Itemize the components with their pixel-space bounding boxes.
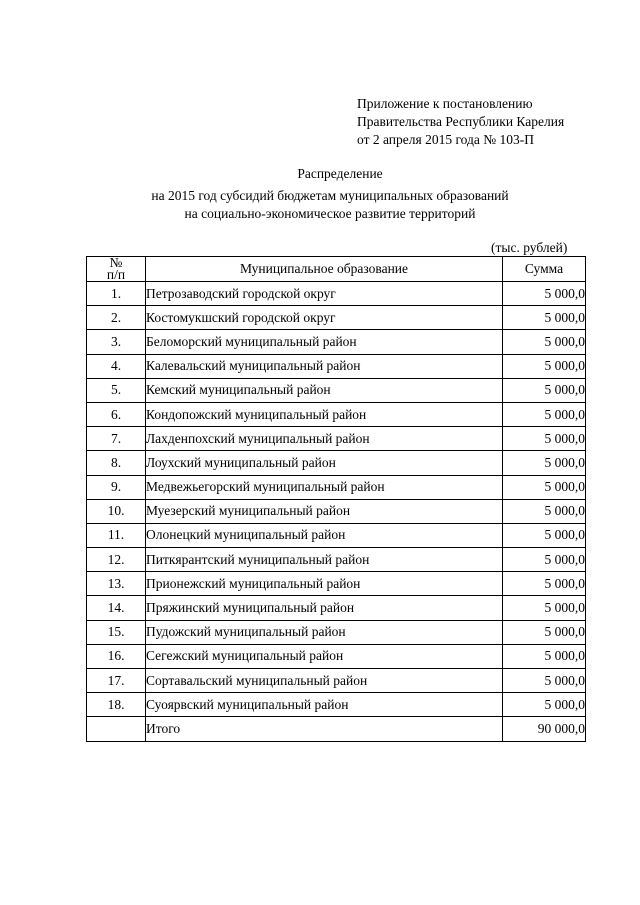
table-row bbox=[87, 402, 586, 426]
header-number bbox=[87, 257, 146, 282]
row-sum: 5 000,0 bbox=[503, 306, 586, 330]
row-number: 14. bbox=[87, 596, 146, 620]
appendix-line-1: Приложение к постановлению bbox=[357, 96, 533, 111]
table-row bbox=[87, 282, 586, 306]
row-municipality: Медвежьегорский муниципальный район bbox=[146, 475, 503, 499]
row-sum: 5 000,0 bbox=[503, 644, 586, 668]
row-sum: 5 000,0 bbox=[503, 620, 586, 644]
document-subtitle-line-1: на 2015 год субсидий бюджетам муниципальных образований bbox=[151, 188, 509, 203]
row-sum: 5 000,0 bbox=[503, 427, 586, 451]
row-sum: 5 000,0 bbox=[503, 596, 586, 620]
row-number: 4. bbox=[87, 354, 146, 378]
table-row bbox=[87, 427, 586, 451]
row-number: 6. bbox=[87, 402, 146, 426]
row-number: 7. bbox=[87, 427, 146, 451]
document-subtitle-line-2: на социально-экономическое развитие территорий bbox=[184, 206, 476, 221]
table-row bbox=[87, 378, 586, 402]
row-sum: 5 000,0 bbox=[503, 669, 586, 693]
row-number: 2. bbox=[87, 306, 146, 330]
row-municipality: Олонецкий муниципальный район bbox=[146, 523, 503, 547]
row-number: 13. bbox=[87, 572, 146, 596]
row-number: 16. bbox=[87, 644, 146, 668]
row-sum: 5 000,0 bbox=[503, 282, 586, 306]
unit-label: (тыс. рублей) bbox=[491, 240, 568, 255]
row-number: 11. bbox=[87, 523, 146, 547]
row-number: 5. bbox=[87, 378, 146, 402]
row-municipality: Лоухский муниципальный район bbox=[146, 451, 503, 475]
row-sum: 5 000,0 bbox=[503, 548, 586, 572]
row-sum: 5 000,0 bbox=[503, 451, 586, 475]
appendix-line-3: от 2 апреля 2015 года № 103-П bbox=[357, 132, 534, 147]
row-municipality: Сегежский муниципальный район bbox=[146, 644, 503, 668]
table-row bbox=[87, 475, 586, 499]
table-row bbox=[87, 620, 586, 644]
row-sum: 5 000,0 bbox=[503, 475, 586, 499]
row-number: 1. bbox=[87, 282, 146, 306]
header-number-line-2: п/п bbox=[106, 267, 126, 282]
row-number: 12. bbox=[87, 548, 146, 572]
table-header-row bbox=[87, 257, 586, 282]
row-municipality: Петрозаводский городской округ bbox=[146, 282, 503, 306]
row-municipality: Лахденпохский муниципальный район bbox=[146, 427, 503, 451]
row-sum: 5 000,0 bbox=[503, 354, 586, 378]
distribution-table bbox=[86, 256, 586, 742]
row-sum: 5 000,0 bbox=[503, 499, 586, 523]
table-row bbox=[87, 572, 586, 596]
document-title: Распределение bbox=[297, 166, 383, 181]
row-number: 15. bbox=[87, 620, 146, 644]
row-sum: 5 000,0 bbox=[503, 330, 586, 354]
total-number bbox=[87, 717, 146, 741]
table-row bbox=[87, 693, 586, 717]
row-municipality: Калевальский муниципальный район bbox=[146, 354, 503, 378]
row-municipality: Прионежский муниципальный район bbox=[146, 572, 503, 596]
table-row bbox=[87, 499, 586, 523]
row-number: 17. bbox=[87, 669, 146, 693]
row-number: 10. bbox=[87, 499, 146, 523]
row-number: 3. bbox=[87, 330, 146, 354]
row-sum: 5 000,0 bbox=[503, 402, 586, 426]
row-municipality: Костомукшский городской округ bbox=[146, 306, 503, 330]
row-municipality: Беломорский муниципальный район bbox=[146, 330, 503, 354]
appendix-note bbox=[357, 95, 564, 149]
table-row bbox=[87, 523, 586, 547]
row-number: 8. bbox=[87, 451, 146, 475]
header-municipality: Муниципальное образование bbox=[146, 257, 503, 282]
row-municipality: Сортавальский муниципальный район bbox=[146, 669, 503, 693]
table-row bbox=[87, 451, 586, 475]
table-body bbox=[87, 282, 586, 742]
table-row bbox=[87, 596, 586, 620]
row-sum: 5 000,0 bbox=[503, 378, 586, 402]
total-label: Итого bbox=[146, 717, 503, 741]
row-municipality: Муезерский муниципальный район bbox=[146, 499, 503, 523]
row-sum: 5 000,0 bbox=[503, 572, 586, 596]
row-municipality: Пудожский муниципальный район bbox=[146, 620, 503, 644]
row-municipality: Питкярантский муниципальный район bbox=[146, 548, 503, 572]
row-sum: 5 000,0 bbox=[503, 693, 586, 717]
header-number-line-1: № bbox=[109, 255, 123, 270]
row-municipality: Пряжинский муниципальный район bbox=[146, 596, 503, 620]
row-sum: 5 000,0 bbox=[503, 523, 586, 547]
appendix-line-2: Правительства Республики Карелия bbox=[357, 114, 565, 129]
total-sum: 90 000,0 bbox=[503, 717, 586, 741]
row-number: 18. bbox=[87, 693, 146, 717]
table-row bbox=[87, 644, 586, 668]
table-row bbox=[87, 354, 586, 378]
row-municipality: Кондопожский муниципальный район bbox=[146, 402, 503, 426]
row-municipality: Кемский муниципальный район bbox=[146, 378, 503, 402]
table-row bbox=[87, 306, 586, 330]
table-row bbox=[87, 548, 586, 572]
row-municipality: Суоярвский муниципальный район bbox=[146, 693, 503, 717]
header-sum: Сумма bbox=[503, 257, 586, 282]
row-number: 9. bbox=[87, 475, 146, 499]
table-row bbox=[87, 330, 586, 354]
total-row bbox=[87, 717, 586, 741]
table-row bbox=[87, 669, 586, 693]
